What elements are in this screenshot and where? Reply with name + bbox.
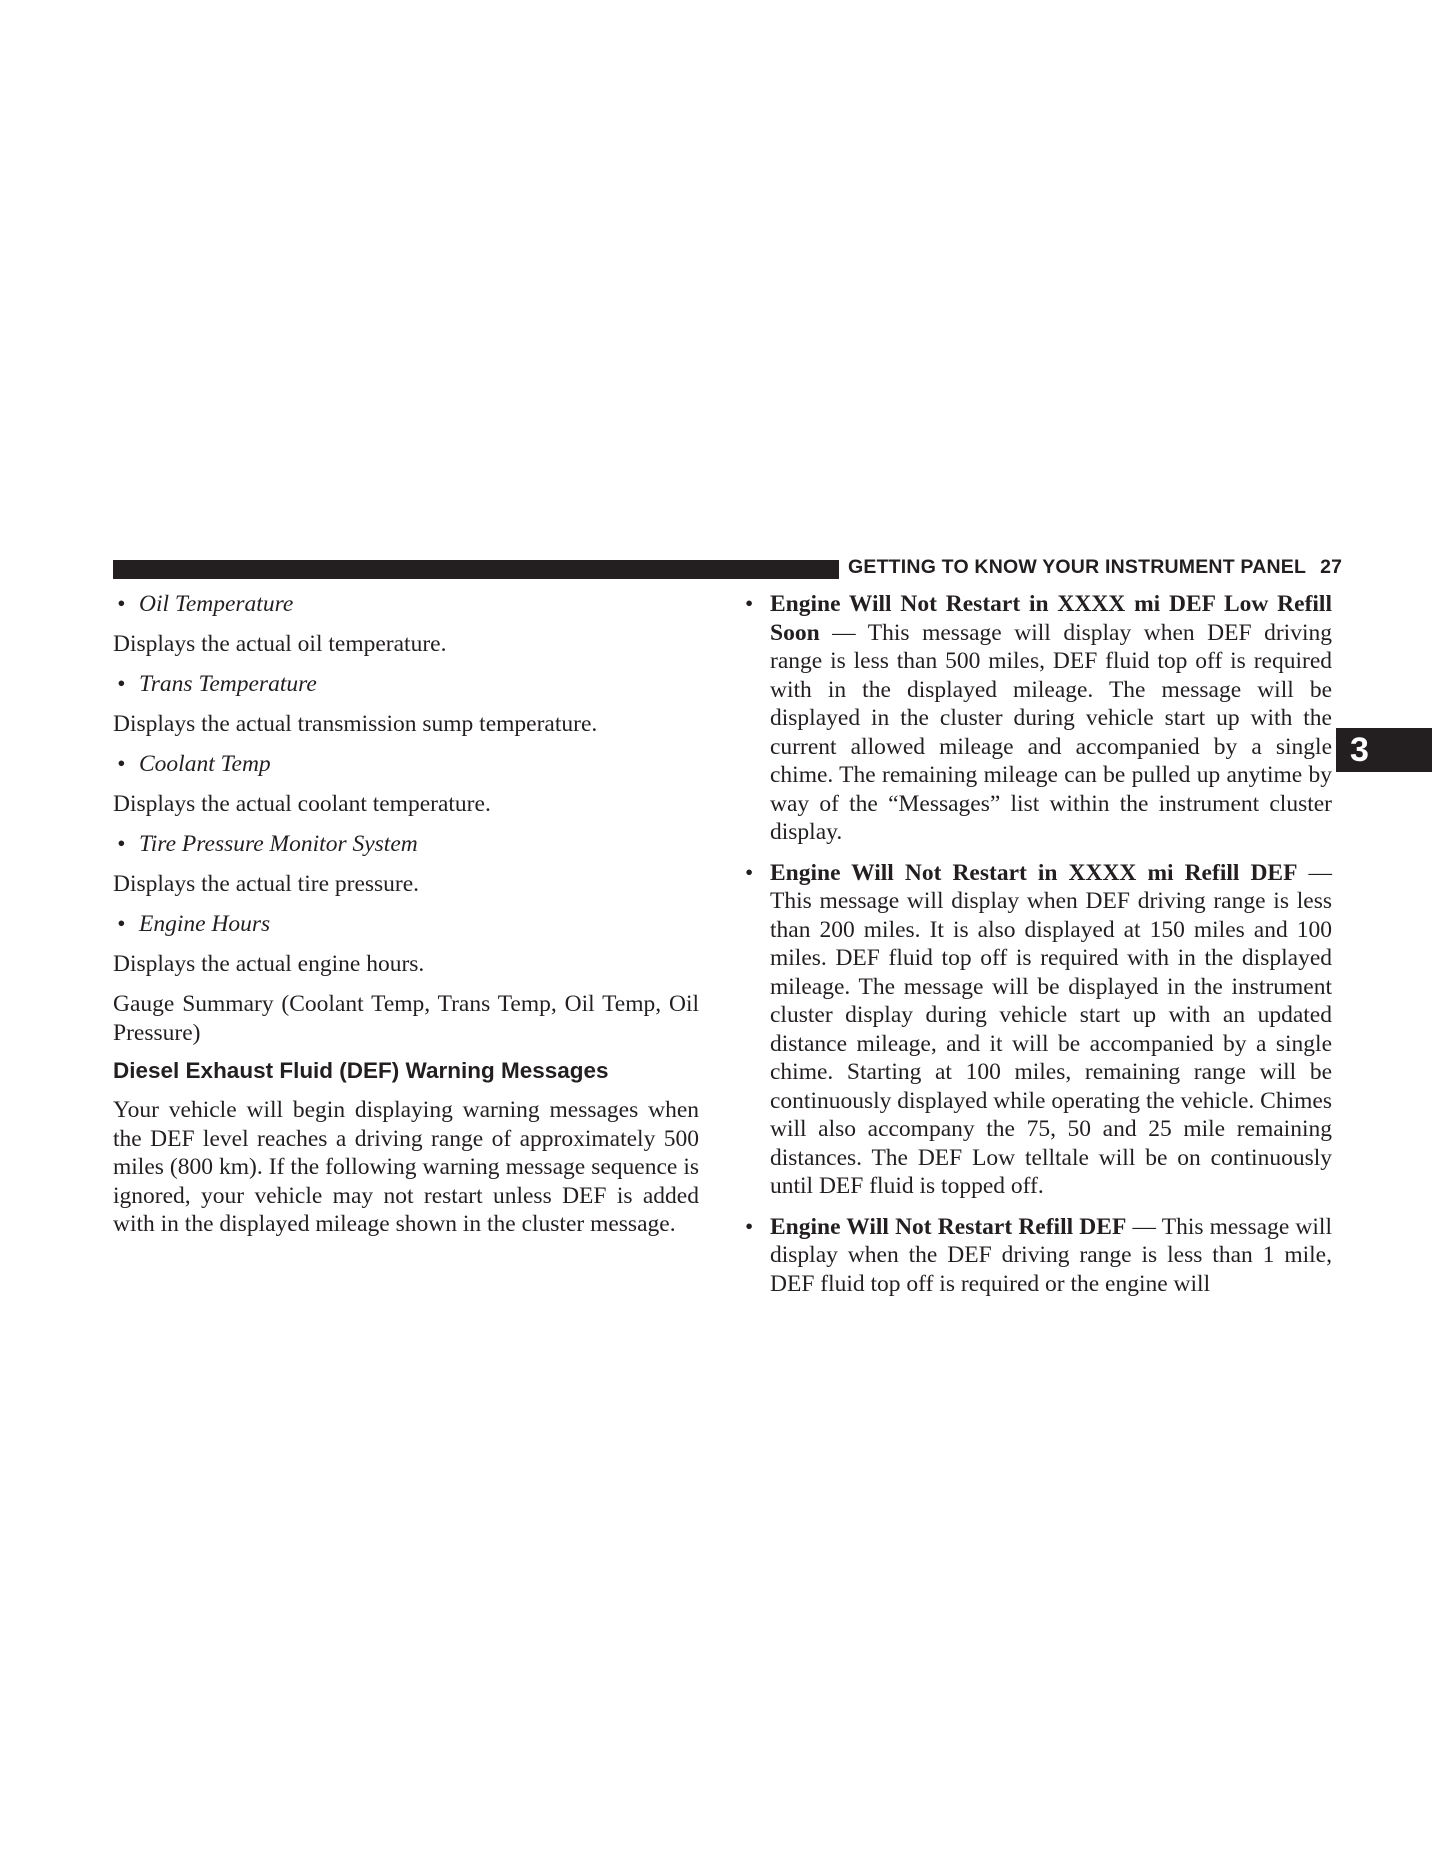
def-intro-paragraph: Your vehicle will begin displaying warning messages when the DEF level reaches a driving range of approximately 500 miles (800 km). If the following warning message sequence is ignored, your vehicle may not restart unless DEF is added with in the displayed mileage shown in the cluster message.	[113, 1097, 699, 1237]
message-text: — This message will display when DEF driving range is less than 200 miles. It is also displayed at 150 miles and 100 miles. DEF fluid top off is required with in the displayed mileage. The message will be displayed in the instrument cluster display during vehicle start up with an updated distance mileage, and it will be accompanied by a single chime. Starting at 100 miles, remaining range will be continuously displayed while operating the vehicle. Chimes will also accompany the 75, 50 and 25 mile remaining distances. The DEF Low telltale will be on continuously until DEF fluid is topped off.	[770, 859, 1332, 1199]
desc-engine-hours: Displays the actual engine hours.	[113, 950, 425, 977]
bullet-coolant-temp: • Coolant Temp	[113, 750, 699, 779]
section-heading: Diesel Exhaust Fluid (DEF) Warning Messages	[113, 1058, 609, 1083]
page-number: 27	[1320, 556, 1343, 578]
bullet-tire-pressure: • Tire Pressure Monitor System	[113, 830, 699, 859]
message-title: Engine Will Not Restart in XXXX mi DEF Low Refill Soon	[770, 591, 1332, 646]
header-rule	[113, 560, 839, 579]
message-text: — This message will display when DEF driving range is less than 500 miles, DEF fluid top off is required with in the displayed mileage. The message will be displayed in the cluster during vehicle start up with the current allowed mileage and accompanied by a single chime. The remaining mileage can be pulled up anytime by way of the “Messages” list within the instrument cluster display.	[770, 619, 1332, 845]
bullet-trans-temperature: • Trans Temperature	[113, 670, 699, 699]
def-message-low-refill-soon	[745, 590, 1332, 847]
right-column	[745, 590, 1332, 1298]
section-title: GETTING TO KNOW YOUR INSTRUMENT PANEL	[848, 556, 1307, 578]
message-text: — This message will display when the DEF driving range is less than 1 mile, DEF fluid top off is required or the engine will	[770, 1213, 1332, 1297]
message-title: Engine Will Not Restart Refill DEF	[770, 1213, 1127, 1240]
def-message-refill-def	[745, 1213, 1332, 1299]
bullet-oil-temperature: • Oil Temperature	[113, 590, 699, 619]
left-column	[113, 590, 699, 1239]
running-header	[848, 556, 1343, 579]
def-message-refill-def-xxxx	[745, 859, 1332, 1201]
gauge-summary: Gauge Summary (Coolant Temp, Trans Temp, Oil Temp, Oil Pressure)	[113, 991, 699, 1046]
chapter-tab	[1336, 728, 1432, 772]
desc-coolant-temp: Displays the actual coolant temperature.	[113, 790, 491, 817]
desc-tire-pressure: Displays the actual tire pressure.	[113, 870, 420, 897]
chapter-number: 3	[1350, 731, 1369, 769]
desc-trans-temperature: Displays the actual transmission sump temperature.	[113, 710, 598, 737]
desc-oil-temperature: Displays the actual oil temperature.	[113, 630, 447, 657]
message-title: Engine Will Not Restart in XXXX mi Refill DEF	[770, 859, 1298, 886]
bullet-engine-hours: • Engine Hours	[113, 910, 699, 939]
